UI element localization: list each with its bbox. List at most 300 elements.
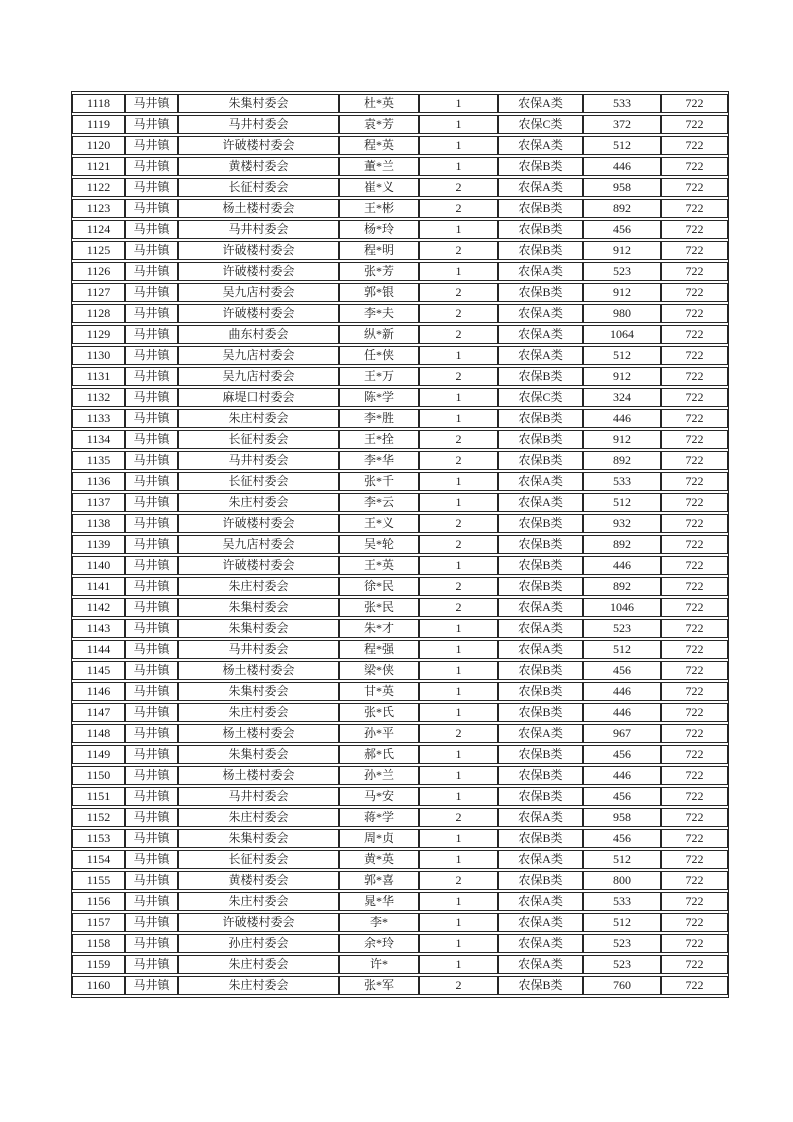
cell-town: 马井镇	[125, 136, 178, 155]
cell-town: 马井镇	[125, 325, 178, 344]
cell-town: 马井镇	[125, 367, 178, 386]
cell-base-amount: 722	[661, 892, 728, 911]
cell-name: 徐*民	[339, 577, 419, 596]
cell-insurance-category: 农保B类	[498, 283, 583, 302]
cell-row-number: 1147	[72, 703, 125, 722]
cell-insurance-category: 农保B类	[498, 220, 583, 239]
cell-base-amount: 722	[661, 766, 728, 785]
cell-amount: 533	[583, 472, 661, 491]
cell-row-number: 1121	[72, 157, 125, 176]
cell-town: 马井镇	[125, 934, 178, 953]
cell-insurance-category: 农保A类	[498, 955, 583, 974]
cell-village: 许破楼村委会	[178, 514, 339, 533]
cell-row-number: 1158	[72, 934, 125, 953]
cell-insurance-category: 农保A类	[498, 808, 583, 827]
cell-name: 陈*学	[339, 388, 419, 407]
cell-person-count: 1	[419, 850, 498, 869]
cell-insurance-category: 农保B类	[498, 409, 583, 428]
cell-name: 王*万	[339, 367, 419, 386]
cell-insurance-category: 农保B类	[498, 451, 583, 470]
cell-row-number: 1126	[72, 262, 125, 281]
cell-insurance-category: 农保A类	[498, 619, 583, 638]
cell-name: 董*兰	[339, 157, 419, 176]
cell-person-count: 1	[419, 829, 498, 848]
cell-village: 麻堤口村委会	[178, 388, 339, 407]
table-row	[72, 955, 728, 974]
cell-village: 长征村委会	[178, 430, 339, 449]
cell-person-count: 1	[419, 115, 498, 134]
cell-row-number: 1156	[72, 892, 125, 911]
cell-name: 崔*义	[339, 178, 419, 197]
cell-village: 许破楼村委会	[178, 913, 339, 932]
cell-amount: 512	[583, 640, 661, 659]
cell-village: 朱庄村委会	[178, 976, 339, 995]
cell-village: 朱集村委会	[178, 682, 339, 701]
cell-amount: 446	[583, 157, 661, 176]
table-row	[72, 640, 728, 659]
cell-village: 朱庄村委会	[178, 955, 339, 974]
cell-name: 张*氏	[339, 703, 419, 722]
cell-person-count: 1	[419, 157, 498, 176]
cell-amount: 1046	[583, 598, 661, 617]
cell-insurance-category: 农保A类	[498, 934, 583, 953]
cell-amount: 892	[583, 451, 661, 470]
cell-base-amount: 722	[661, 325, 728, 344]
cell-row-number: 1129	[72, 325, 125, 344]
table-row	[72, 136, 728, 155]
cell-base-amount: 722	[661, 472, 728, 491]
cell-insurance-category: 农保B类	[498, 556, 583, 575]
table-row	[72, 409, 728, 428]
table-row	[72, 304, 728, 323]
table-row	[72, 598, 728, 617]
cell-town: 马井镇	[125, 556, 178, 575]
cell-town: 马井镇	[125, 388, 178, 407]
cell-insurance-category: 农保C类	[498, 115, 583, 134]
cell-amount: 512	[583, 493, 661, 512]
cell-person-count: 1	[419, 703, 498, 722]
cell-village: 吴九店村委会	[178, 367, 339, 386]
cell-base-amount: 722	[661, 661, 728, 680]
cell-base-amount: 722	[661, 724, 728, 743]
table-row	[72, 94, 728, 113]
cell-town: 马井镇	[125, 577, 178, 596]
cell-village: 许破楼村委会	[178, 304, 339, 323]
cell-person-count: 1	[419, 262, 498, 281]
cell-row-number: 1151	[72, 787, 125, 806]
cell-person-count: 1	[419, 661, 498, 680]
cell-row-number: 1133	[72, 409, 125, 428]
cell-town: 马井镇	[125, 535, 178, 554]
cell-town: 马井镇	[125, 955, 178, 974]
cell-amount: 892	[583, 535, 661, 554]
cell-person-count: 1	[419, 388, 498, 407]
cell-insurance-category: 农保A类	[498, 325, 583, 344]
cell-town: 马井镇	[125, 892, 178, 911]
cell-base-amount: 722	[661, 640, 728, 659]
cell-name: 许*	[339, 955, 419, 974]
cell-insurance-category: 农保B类	[498, 871, 583, 890]
cell-insurance-category: 农保A类	[498, 850, 583, 869]
table-row	[72, 430, 728, 449]
cell-village: 许破楼村委会	[178, 556, 339, 575]
cell-name: 李*	[339, 913, 419, 932]
table-row	[72, 745, 728, 764]
cell-row-number: 1159	[72, 955, 125, 974]
table-row	[72, 556, 728, 575]
cell-base-amount: 722	[661, 829, 728, 848]
cell-name: 甘*英	[339, 682, 419, 701]
cell-village: 许破楼村委会	[178, 136, 339, 155]
cell-village: 马井村委会	[178, 640, 339, 659]
table-row	[72, 115, 728, 134]
cell-amount: 446	[583, 556, 661, 575]
cell-town: 马井镇	[125, 283, 178, 302]
cell-village: 许破楼村委会	[178, 241, 339, 260]
cell-insurance-category: 农保A类	[498, 94, 583, 113]
table-row	[72, 703, 728, 722]
cell-town: 马井镇	[125, 976, 178, 995]
cell-amount: 1064	[583, 325, 661, 344]
table-row	[72, 913, 728, 932]
cell-name: 李*胜	[339, 409, 419, 428]
cell-person-count: 2	[419, 430, 498, 449]
cell-person-count: 2	[419, 451, 498, 470]
cell-insurance-category: 农保B类	[498, 976, 583, 995]
cell-town: 马井镇	[125, 808, 178, 827]
cell-base-amount: 722	[661, 556, 728, 575]
cell-town: 马井镇	[125, 94, 178, 113]
cell-amount: 512	[583, 850, 661, 869]
table-row	[72, 472, 728, 491]
cell-village: 长征村委会	[178, 472, 339, 491]
cell-base-amount: 722	[661, 157, 728, 176]
cell-row-number: 1131	[72, 367, 125, 386]
cell-village: 黄楼村委会	[178, 157, 339, 176]
cell-town: 马井镇	[125, 115, 178, 134]
cell-insurance-category: 农保A类	[498, 178, 583, 197]
cell-village: 朱庄村委会	[178, 577, 339, 596]
cell-name: 吴*轮	[339, 535, 419, 554]
cell-row-number: 1120	[72, 136, 125, 155]
cell-name: 王*彬	[339, 199, 419, 218]
cell-person-count: 1	[419, 913, 498, 932]
cell-town: 马井镇	[125, 472, 178, 491]
cell-person-count: 1	[419, 409, 498, 428]
cell-town: 马井镇	[125, 745, 178, 764]
cell-person-count: 1	[419, 556, 498, 575]
cell-insurance-category: 农保C类	[498, 388, 583, 407]
cell-town: 马井镇	[125, 493, 178, 512]
cell-name: 张*芳	[339, 262, 419, 281]
cell-name: 孙*平	[339, 724, 419, 743]
cell-village: 许破楼村委会	[178, 262, 339, 281]
cell-amount: 456	[583, 220, 661, 239]
cell-person-count: 1	[419, 94, 498, 113]
cell-name: 程*明	[339, 241, 419, 260]
cell-person-count: 1	[419, 493, 498, 512]
cell-insurance-category: 农保B类	[498, 577, 583, 596]
cell-town: 马井镇	[125, 703, 178, 722]
cell-insurance-category: 农保B类	[498, 787, 583, 806]
data-table	[72, 92, 728, 997]
cell-name: 张*民	[339, 598, 419, 617]
cell-amount: 912	[583, 367, 661, 386]
table-row	[72, 829, 728, 848]
cell-base-amount: 722	[661, 703, 728, 722]
cell-village: 朱集村委会	[178, 829, 339, 848]
cell-village: 马井村委会	[178, 115, 339, 134]
cell-name: 晁*华	[339, 892, 419, 911]
cell-row-number: 1141	[72, 577, 125, 596]
cell-name: 李*华	[339, 451, 419, 470]
cell-village: 朱集村委会	[178, 619, 339, 638]
table-row	[72, 241, 728, 260]
cell-town: 马井镇	[125, 430, 178, 449]
table-row	[72, 934, 728, 953]
cell-village: 朱集村委会	[178, 598, 339, 617]
cell-base-amount: 722	[661, 745, 728, 764]
cell-insurance-category: 农保A类	[498, 892, 583, 911]
cell-person-count: 2	[419, 808, 498, 827]
cell-insurance-category: 农保A类	[498, 640, 583, 659]
cell-row-number: 1125	[72, 241, 125, 260]
cell-insurance-category: 农保B类	[498, 766, 583, 785]
cell-insurance-category: 农保A类	[498, 304, 583, 323]
cell-name: 杨*玲	[339, 220, 419, 239]
cell-person-count: 1	[419, 787, 498, 806]
cell-insurance-category: 农保B类	[498, 430, 583, 449]
cell-row-number: 1118	[72, 94, 125, 113]
cell-town: 马井镇	[125, 682, 178, 701]
cell-name: 王*拴	[339, 430, 419, 449]
table-row	[72, 577, 728, 596]
cell-village: 吴九店村委会	[178, 346, 339, 365]
cell-name: 王*义	[339, 514, 419, 533]
cell-row-number: 1142	[72, 598, 125, 617]
cell-village: 杨土楼村委会	[178, 199, 339, 218]
table-row	[72, 766, 728, 785]
table-row	[72, 451, 728, 470]
cell-base-amount: 722	[661, 682, 728, 701]
cell-village: 朱庄村委会	[178, 703, 339, 722]
cell-amount: 324	[583, 388, 661, 407]
table-row	[72, 514, 728, 533]
cell-base-amount: 722	[661, 808, 728, 827]
cell-person-count: 2	[419, 514, 498, 533]
table-row	[72, 493, 728, 512]
table-row	[72, 157, 728, 176]
cell-insurance-category: 农保A类	[498, 913, 583, 932]
cell-base-amount: 722	[661, 388, 728, 407]
cell-village: 朱庄村委会	[178, 808, 339, 827]
cell-row-number: 1154	[72, 850, 125, 869]
cell-village: 朱集村委会	[178, 94, 339, 113]
cell-base-amount: 722	[661, 136, 728, 155]
cell-row-number: 1157	[72, 913, 125, 932]
cell-town: 马井镇	[125, 850, 178, 869]
cell-amount: 456	[583, 745, 661, 764]
cell-amount: 446	[583, 703, 661, 722]
table-row	[72, 850, 728, 869]
table-row	[72, 535, 728, 554]
cell-row-number: 1149	[72, 745, 125, 764]
table-row	[72, 178, 728, 197]
table-row	[72, 661, 728, 680]
cell-person-count: 1	[419, 892, 498, 911]
cell-base-amount: 722	[661, 850, 728, 869]
cell-town: 马井镇	[125, 451, 178, 470]
cell-person-count: 1	[419, 220, 498, 239]
cell-name: 马*安	[339, 787, 419, 806]
cell-amount: 958	[583, 178, 661, 197]
cell-town: 马井镇	[125, 157, 178, 176]
table-row	[72, 388, 728, 407]
cell-amount: 912	[583, 430, 661, 449]
cell-insurance-category: 农保B类	[498, 703, 583, 722]
cell-base-amount: 722	[661, 514, 728, 533]
cell-row-number: 1135	[72, 451, 125, 470]
subsidy-roster-table	[71, 91, 729, 998]
cell-base-amount: 722	[661, 598, 728, 617]
cell-amount: 760	[583, 976, 661, 995]
cell-base-amount: 722	[661, 451, 728, 470]
cell-base-amount: 722	[661, 199, 728, 218]
cell-person-count: 1	[419, 766, 498, 785]
table-row	[72, 892, 728, 911]
cell-base-amount: 722	[661, 976, 728, 995]
cell-insurance-category: 农保B类	[498, 535, 583, 554]
cell-row-number: 1138	[72, 514, 125, 533]
table-row	[72, 346, 728, 365]
cell-village: 马井村委会	[178, 220, 339, 239]
cell-village: 杨土楼村委会	[178, 724, 339, 743]
cell-amount: 512	[583, 136, 661, 155]
cell-name: 梁*侠	[339, 661, 419, 680]
cell-name: 程*英	[339, 136, 419, 155]
cell-town: 马井镇	[125, 661, 178, 680]
cell-row-number: 1140	[72, 556, 125, 575]
table-row	[72, 325, 728, 344]
cell-row-number: 1122	[72, 178, 125, 197]
cell-town: 马井镇	[125, 640, 178, 659]
cell-person-count: 1	[419, 682, 498, 701]
cell-town: 马井镇	[125, 787, 178, 806]
cell-name: 余*玲	[339, 934, 419, 953]
cell-base-amount: 722	[661, 913, 728, 932]
cell-insurance-category: 农保B类	[498, 367, 583, 386]
cell-base-amount: 722	[661, 787, 728, 806]
cell-amount: 912	[583, 283, 661, 302]
cell-town: 马井镇	[125, 262, 178, 281]
cell-person-count: 1	[419, 934, 498, 953]
table-row	[72, 367, 728, 386]
cell-insurance-category: 农保B类	[498, 682, 583, 701]
cell-person-count: 1	[419, 640, 498, 659]
cell-village: 朱庄村委会	[178, 892, 339, 911]
table-row	[72, 871, 728, 890]
cell-person-count: 2	[419, 241, 498, 260]
cell-village: 吴九店村委会	[178, 535, 339, 554]
cell-insurance-category: 农保B类	[498, 241, 583, 260]
cell-amount: 980	[583, 304, 661, 323]
cell-insurance-category: 农保A类	[498, 346, 583, 365]
cell-amount: 967	[583, 724, 661, 743]
cell-insurance-category: 农保A类	[498, 493, 583, 512]
cell-base-amount: 722	[661, 955, 728, 974]
cell-village: 曲东村委会	[178, 325, 339, 344]
cell-row-number: 1119	[72, 115, 125, 134]
cell-town: 马井镇	[125, 199, 178, 218]
table-body	[72, 94, 728, 995]
cell-amount: 892	[583, 577, 661, 596]
cell-person-count: 2	[419, 325, 498, 344]
cell-row-number: 1144	[72, 640, 125, 659]
cell-name: 杜*英	[339, 94, 419, 113]
cell-person-count: 2	[419, 535, 498, 554]
cell-row-number: 1124	[72, 220, 125, 239]
cell-person-count: 2	[419, 304, 498, 323]
cell-village: 马井村委会	[178, 787, 339, 806]
cell-person-count: 2	[419, 178, 498, 197]
cell-row-number: 1132	[72, 388, 125, 407]
cell-name: 周*贞	[339, 829, 419, 848]
cell-name: 郭*银	[339, 283, 419, 302]
cell-row-number: 1153	[72, 829, 125, 848]
cell-town: 马井镇	[125, 304, 178, 323]
cell-village: 杨土楼村委会	[178, 661, 339, 680]
cell-amount: 533	[583, 94, 661, 113]
cell-base-amount: 722	[661, 283, 728, 302]
cell-insurance-category: 农保B类	[498, 157, 583, 176]
cell-person-count: 2	[419, 724, 498, 743]
cell-row-number: 1160	[72, 976, 125, 995]
cell-base-amount: 722	[661, 430, 728, 449]
cell-insurance-category: 农保A类	[498, 472, 583, 491]
cell-insurance-category: 农保A类	[498, 136, 583, 155]
cell-amount: 932	[583, 514, 661, 533]
cell-row-number: 1130	[72, 346, 125, 365]
cell-person-count: 2	[419, 367, 498, 386]
cell-person-count: 2	[419, 598, 498, 617]
cell-row-number: 1146	[72, 682, 125, 701]
table-row	[72, 787, 728, 806]
cell-amount: 523	[583, 934, 661, 953]
cell-town: 马井镇	[125, 514, 178, 533]
cell-row-number: 1139	[72, 535, 125, 554]
cell-row-number: 1143	[72, 619, 125, 638]
cell-person-count: 2	[419, 283, 498, 302]
cell-row-number: 1136	[72, 472, 125, 491]
cell-town: 马井镇	[125, 829, 178, 848]
cell-amount: 456	[583, 661, 661, 680]
cell-base-amount: 722	[661, 94, 728, 113]
cell-village: 长征村委会	[178, 850, 339, 869]
table-row	[72, 262, 728, 281]
cell-name: 蒋*学	[339, 808, 419, 827]
cell-name: 朱*才	[339, 619, 419, 638]
cell-name: 孙*兰	[339, 766, 419, 785]
cell-base-amount: 722	[661, 871, 728, 890]
cell-village: 长征村委会	[178, 178, 339, 197]
cell-name: 李*夫	[339, 304, 419, 323]
cell-row-number: 1134	[72, 430, 125, 449]
cell-base-amount: 722	[661, 535, 728, 554]
cell-person-count: 1	[419, 745, 498, 764]
cell-insurance-category: 农保B类	[498, 745, 583, 764]
cell-person-count: 1	[419, 472, 498, 491]
cell-name: 黄*英	[339, 850, 419, 869]
